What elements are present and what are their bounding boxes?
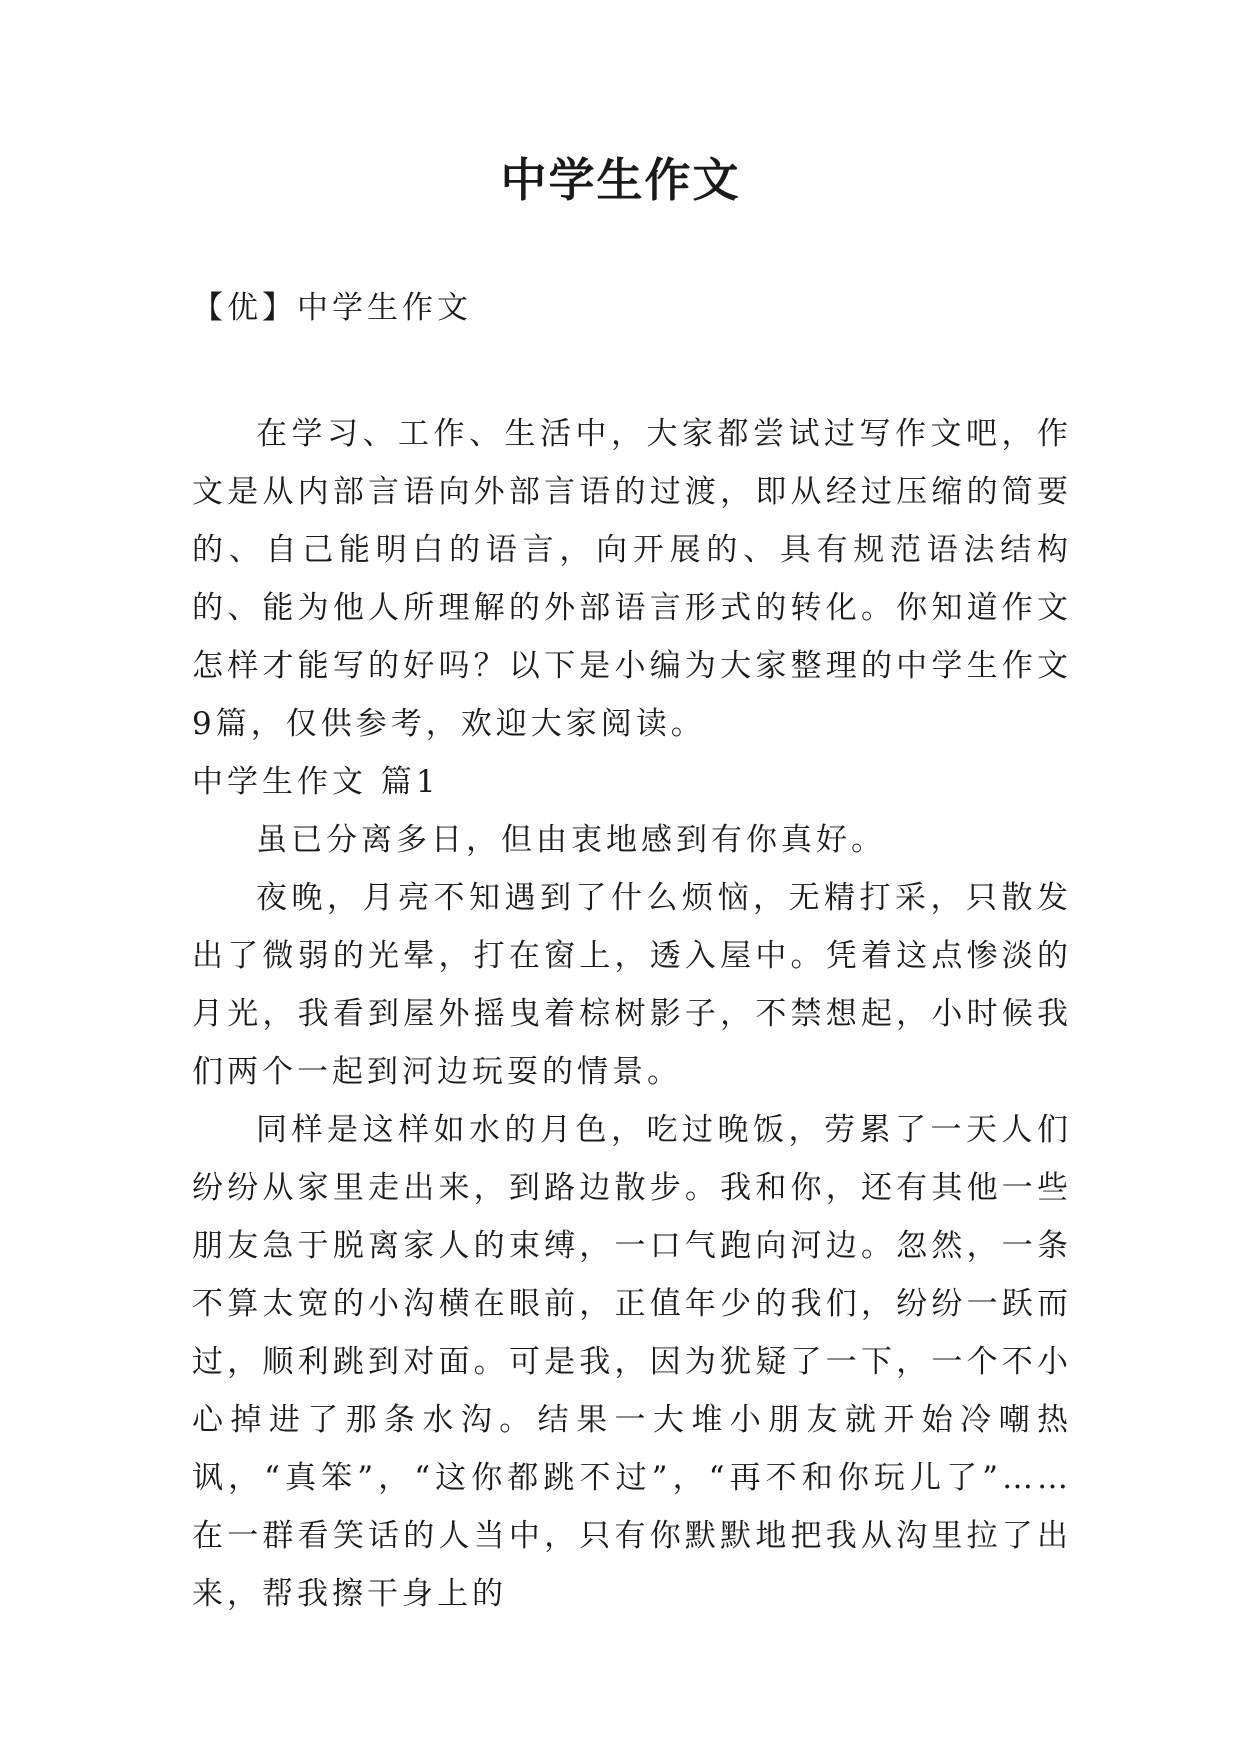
- document-title: 中学生作文: [500, 153, 741, 207]
- intro-paragraph: 在学习、工作、生活中，大家都尝试过写作文吧，作文是从内部言语向外部言语的过渡，即从经过压缩的简要的、自己能明白的语言，向开展的、具有规范语法结构的、能为他人所理解的外部语言形式的转化。你知道作文怎样才能写的好吗？以下是小编为大家整理的中学生作文9篇，仅供参考，欢迎大家阅读。: [192, 416, 1072, 742]
- body-paragraph: 同样是这样如水的月色，吃过晚饭，劳累了一天人们纷纷从家里走出来，到路边散步。我和你，还有其他一些朋友急于脱离家人的束缚，一口气跑向河边。忽然，一条不算太宽的小沟横在眼前，正值年少的我们，纷纷一跃而过，顺利跳到对面。可是我，因为犹疑了一下，一个不小心掉进了那条水沟。结果一大堆小朋友就开始冷嘲热讽，“真笨”，“这你都跳不过”，“再不和你玩儿了”……在一群看笑话的人当中，只有你默默地把我从沟里拉了出来，帮我擦干身上的: [192, 1112, 1072, 1612]
- document-body: [192, 405, 1072, 1623]
- body-paragraph: 夜晚，月亮不知遇到了什么烦恼，无精打采，只散发出了微弱的光晕，打在窗上，透入屋中。凭着这点惨淡的月光，我看到屋外摇曳着棕树影子，不禁想起，小时候我们两个一起到河边玩耍的情景。: [192, 880, 1072, 1090]
- section-heading: 中学生作文 篇1: [192, 764, 440, 800]
- document-subtitle: 【优】中学生作文: [192, 290, 472, 326]
- body-paragraph: 虽已分离多日，但由衷地感到有你真好。: [256, 822, 886, 858]
